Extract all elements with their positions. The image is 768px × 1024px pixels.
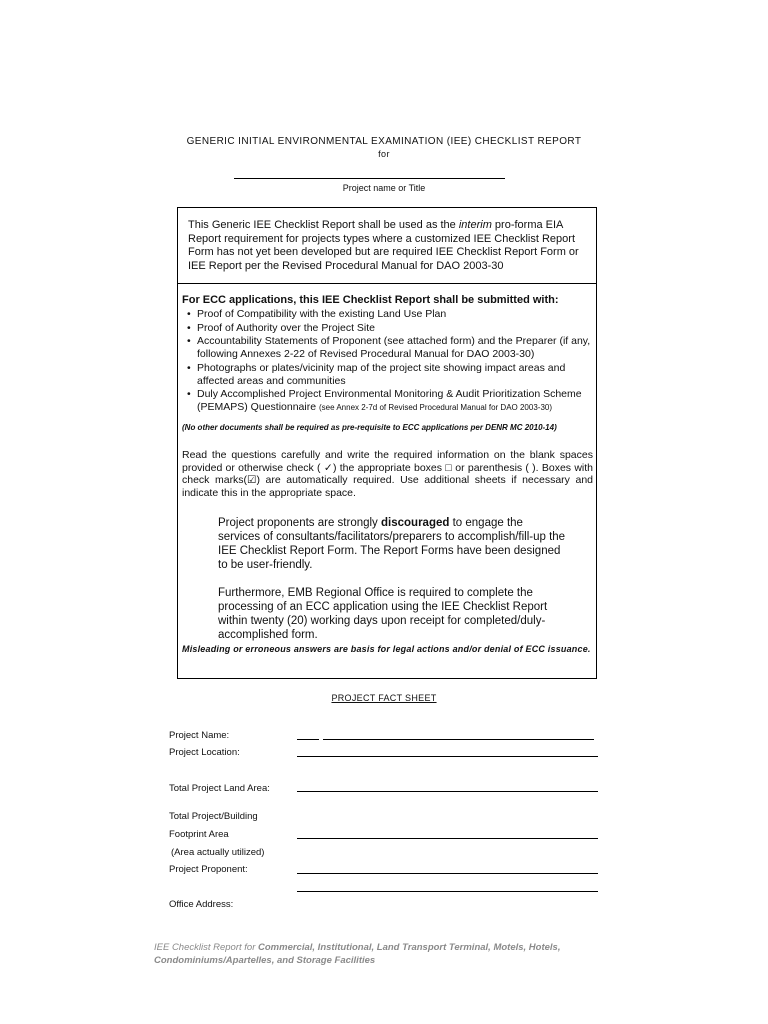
title-text: GENERIC INITIAL ENVIRONMENTAL EXAMINATION (IEE) CHECKLIST REPORT [186, 136, 582, 147]
list-item-text: Duly Accomplished Project Environmental Monitoring & Audit Prioritization Scheme (PEMAPS) Questionnaire [197, 388, 582, 413]
bullet-icon: • [187, 308, 191, 320]
intro-text-a: This Generic IEE Checklist Report shall be used as the [188, 219, 459, 231]
list-item-text: Photographs or plates/vicinity map of the project site showing impact areas and affected areas and communities [197, 361, 566, 387]
box-divider [178, 283, 596, 284]
proponent-field-line2[interactable] [297, 891, 598, 892]
list-item [182, 362, 592, 388]
project-name-blank-line [234, 178, 505, 179]
consultants-paragraph [218, 516, 568, 572]
intro-text-italic: interim [458, 219, 492, 231]
list-item [182, 388, 592, 414]
list-item [182, 335, 592, 361]
building-area-label-3: (Area actually utilized) [171, 847, 265, 858]
list-item-text: Accountability Statements of Proponent (see attached form) and the Preparer (if any, following Annexes 2-22 of Revised Procedural Manual for DAO 2003-30) [197, 335, 591, 360]
bullet-icon: • [187, 361, 191, 374]
list-item-text: Proof of Authority over the Project Site [197, 321, 376, 334]
requirements-note: (No other documents shall be required as pre-requisite to ECC applications per DENR MC 2010-14) [182, 423, 557, 432]
para1-bold: discouraged [381, 517, 450, 529]
document-title [0, 136, 768, 159]
land-area-label: Total Project Land Area: [169, 783, 270, 794]
warning-text: Misleading or erroneous answers are basis for legal actions and/or denial of ECC issuance. [182, 644, 591, 654]
building-area-field[interactable] [297, 838, 598, 839]
instructions-paragraph: Read the questions carefully and write the required information on the blank spaces provided or otherwise check ( ✓) the appropriate boxes □ or parenthesis ( ). Boxes with check marks(☑) are automatically required. Use additional sheets if necessary and indicate this in the appropriate space. [182, 449, 593, 499]
land-area-field[interactable] [297, 791, 598, 792]
bullet-icon: • [187, 321, 191, 334]
requirements-list [182, 308, 592, 415]
para1-text-a: Project proponents are strongly [218, 517, 382, 529]
list-item-text: Proof of Compatibility with the existing Land Use Plan [197, 308, 447, 320]
list-item [182, 308, 592, 321]
footer-prefix: IEE Checklist Report for [154, 942, 259, 953]
fact-sheet-title: PROJECT FACT SHEET [331, 693, 437, 703]
project-name-field-short[interactable] [297, 739, 319, 740]
building-area-label-1: Total Project/Building [169, 811, 258, 822]
bullet-icon: • [187, 335, 191, 347]
intro-text-b: pro-forma EIA Report requirement for projects types where a customized IEE Checklist Report Form has not yet been developed but are required IEE Checklist Report Form or IEE Report per the Revised Procedural Manual for DAO 2003-30 [188, 219, 579, 272]
page-footer [154, 941, 614, 967]
requirements-heading: For ECC applications, this IEE Checklist Report shall be submitted with: [182, 294, 559, 306]
bullet-icon: • [187, 388, 191, 400]
title-for: for [378, 149, 390, 159]
building-area-label-2: Footprint Area [169, 829, 229, 840]
project-location-field[interactable] [297, 756, 598, 757]
list-item [182, 322, 592, 335]
intro-paragraph [188, 219, 588, 273]
proponent-label: Project Proponent: [169, 864, 248, 875]
footer-bold: Commercial, Institutional, Land Transport Terminal, Motels, Hotels, Condominiums/Apartelles, and Storage Facilities [154, 942, 561, 966]
project-name-caption: Project name or Title [342, 183, 426, 193]
project-location-label: Project Location: [169, 747, 240, 758]
para1-text-b: to engage the services of consultants/facilitators/preparers to accomplish/fill-up the IEE Checklist Report Form. The Report Forms have been designed to be user-friendly. [218, 517, 566, 571]
processing-paragraph: Furthermore, EMB Regional Office is required to complete the processing of an ECC application using the IEE Checklist Report within twenty (20) working days upon receipt for completed/duly-accomplished form. [218, 587, 548, 641]
proponent-field[interactable] [297, 873, 598, 874]
project-name-field[interactable] [323, 739, 594, 740]
office-address-label: Office Address: [169, 899, 234, 910]
list-item-note: (see Annex 2-7d of Revised Procedural Manual for DAO 2003-30) [318, 403, 552, 412]
project-name-label: Project Name: [169, 730, 230, 741]
